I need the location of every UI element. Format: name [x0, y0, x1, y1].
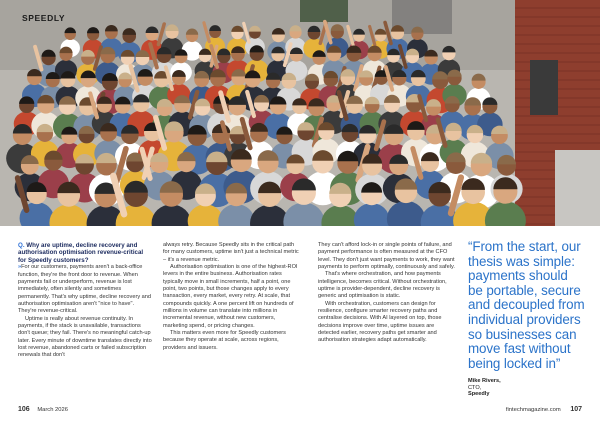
issue-date: March 2026 — [37, 407, 68, 413]
paragraph: »For our customers, payments aren't a back-office function, they're the front door to revenue. When payments fail or underperform, revenue is lost immediately, often silently and sometimes permanently. That's why uptime, decline recovery and authorisation optimisation aren't "nice to have". They're revenue-critical. — [18, 264, 152, 315]
question-text: Why are uptime, decline recovery and authorisation optimisation revenue-critical for Speedly customers? — [18, 242, 144, 264]
paragraph: Authorisation optimisation is one of the highest-ROI levers in the entire business. Authorisation rates typically move in small increments, half a point, one point, two points, but those changes apply to every transaction, every market, every retry. At scale, that compounds quickly. A one percent lift on hundreds of millions in volume can translate into millions in incremental revenue, without new customers, marketing spend, or pricing changes. — [163, 264, 298, 329]
paragraph: This matters even more for Speedly customers because they operate at scale, across regions, providers and issuers. — [163, 330, 286, 351]
article-column-3 — [318, 242, 456, 345]
article-column-1 — [18, 242, 152, 360]
planter — [300, 0, 348, 22]
paragraph: That's where orchestration, and how payments intelligence, becomes critical. Without orchestration, uptime is provider-dependent, decline recovery is generic and optimisation is static. — [318, 271, 447, 300]
paragraph: Uptime is really about revenue continuity. In payments, if the stack is unavailable, transactions don't queue; they fail. There's no meaningful catch-up later. Every minute of downtime translates directly into lost revenue, abandoned carts or failed subscription renewals that don't — [18, 315, 152, 359]
right-folio — [506, 406, 582, 413]
paragraph: always retry. Because Speedly sits in the critical path for many customers, uptime isn't just a technical metric – it's a revenue metric. — [163, 242, 299, 263]
paragraph: They can't afford lock-in or single points of failure, and payment performance is often measured at the CFO level. They don't just want payments to work, they want payments to perform optimally, continuously and safely. — [318, 242, 455, 271]
answer-chevron-icon: » — [18, 264, 22, 271]
attribution-title: CTO, — [468, 384, 482, 391]
left-page-number: 106 — [18, 406, 30, 413]
article-column-2 — [163, 242, 301, 352]
interview-question — [18, 242, 152, 264]
magazine-website: fintechmagazine.com — [505, 407, 561, 413]
brand-label: SPEEDLY — [22, 13, 66, 23]
attribution-name: Mike Rivers, — [468, 378, 501, 384]
pull-quote: “From the start, our thesis was simple: payments should be portable, secure and decoupled from individual providers so businesses can move fast without being locked in” — [468, 239, 585, 371]
left-folio — [18, 406, 68, 413]
question-marker-icon: Q. — [18, 242, 25, 249]
wall-window — [530, 60, 558, 115]
paragraph: With orchestration, customers can design for resilience, configure smarter recovery paths and centralise decisions. With AI layered on top, those decisions improve over time, uptime issues are detected earlier, recovery paths get smarter and authorisation strategies adapt automatically. — [318, 300, 442, 344]
patio-table — [555, 150, 600, 226]
quote-attribution — [468, 378, 586, 398]
attribution-company: Speedly — [468, 391, 490, 398]
right-page-number: 107 — [570, 406, 582, 413]
